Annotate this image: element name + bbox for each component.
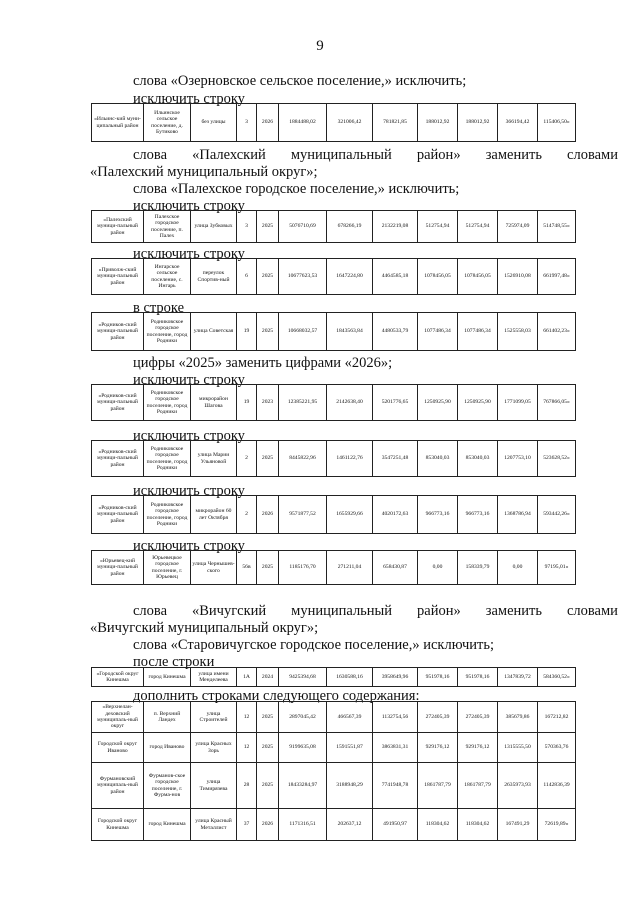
table-cell: 491950,97 <box>373 809 418 841</box>
text-line-justified <box>133 147 618 163</box>
table-cell: 661402,23» <box>538 313 576 351</box>
text-line-justified <box>133 603 618 619</box>
table-cell: «Родников-ский муници-пальный район <box>92 441 144 477</box>
table-cell: 72619,89» <box>538 809 576 841</box>
text-line: «Вичугский муниципальный округ»; <box>90 620 319 636</box>
word: «Вичугский <box>192 603 267 619</box>
text-line: слова «Палехское городское поселение,» исключить; <box>133 181 460 197</box>
word: район» <box>416 147 461 163</box>
word: муниципальный <box>290 147 392 163</box>
table-cell: улица имени Менделеева <box>191 668 237 687</box>
table-cell: Ингарское сельское поселение, с. Ингарь <box>144 259 191 295</box>
table-row <box>92 313 576 351</box>
table-cell: 1368786,94 <box>498 496 538 534</box>
page-number: 9 <box>316 38 324 54</box>
table-cell: 167212,82 <box>538 702 576 733</box>
table-cell: 3 <box>237 104 257 142</box>
table-cell: 4464585,18 <box>373 259 418 295</box>
table-cell: 1861787,79 <box>458 763 498 809</box>
table-cell: улица Советская <box>191 313 237 351</box>
table-cell: 385679,86 <box>498 702 538 733</box>
table-cell: 767866,05» <box>538 385 576 421</box>
table-cell: 514748,55» <box>538 211 576 243</box>
table-cell: 19 <box>237 385 257 421</box>
table-cell: улица Чернышев-ского <box>191 551 237 585</box>
table-cell: 1347839,72 <box>498 668 538 687</box>
table-cell: 1078456,05 <box>458 259 498 295</box>
word: словами <box>566 603 618 619</box>
table-cell: 56в <box>237 551 257 585</box>
table-cell: 28 <box>237 763 257 809</box>
word: слова <box>133 147 168 163</box>
table-row <box>92 809 576 841</box>
table-cell: улица Красных Зорь <box>191 733 237 763</box>
data-table <box>91 550 576 585</box>
table-cell: 158339,79 <box>458 551 498 585</box>
table-cell: 1771099,05 <box>498 385 538 421</box>
table-cell: 781821,85 <box>373 104 418 142</box>
table-cell: Палехское городское поселение, п. Палех <box>144 211 191 243</box>
table-cell: 10677623,53 <box>279 259 327 295</box>
data-table <box>91 384 576 421</box>
table-cell: 2026 <box>257 104 279 142</box>
table-cell: 2024 <box>257 668 279 687</box>
table-cell: 2897045,42 <box>279 702 327 733</box>
table-cell: переулок Спортив-ный <box>191 259 237 295</box>
text-line: исключить строку <box>133 246 245 262</box>
table-cell: 658430,87 <box>373 551 418 585</box>
table-row <box>92 763 576 809</box>
table-cell: 97195,01» <box>538 551 576 585</box>
table-cell: город Иваново <box>144 733 191 763</box>
table-cell: 466567,39 <box>327 702 373 733</box>
table-cell: 1884488,02 <box>279 104 327 142</box>
text-line: дополнить строками следующего содержания: <box>133 688 420 704</box>
data-table <box>91 440 576 477</box>
text-line: слова «Озерновское сельское поселение,» исключить; <box>133 73 467 89</box>
table-cell: 2025 <box>257 313 279 351</box>
table-cell: микрорайон 60 лет Октября <box>191 496 237 534</box>
table-cell: 1А <box>237 668 257 687</box>
table-cell: улица Зубковых <box>191 211 237 243</box>
word: заменить <box>485 147 542 163</box>
table-cell: 2635973,93 <box>498 763 538 809</box>
table-cell: 1315555,50 <box>498 733 538 763</box>
table-cell: 167491,29 <box>498 809 538 841</box>
table-cell: «Родников-ский муници-пальный район <box>92 496 144 534</box>
table-cell: 19 <box>237 313 257 351</box>
table-cell: 2 <box>237 496 257 534</box>
table-cell: 5076710,69 <box>279 211 327 243</box>
table-cell: 188012,92 <box>418 104 458 142</box>
table-cell: 2132219,08 <box>373 211 418 243</box>
table-cell: 7741948,78 <box>373 763 418 809</box>
table-cell: 272405,39 <box>418 702 458 733</box>
table-cell: Городской округ Кинешма <box>92 809 144 841</box>
table-cell: 1142836,39 <box>538 763 576 809</box>
table-cell: 2023 <box>257 385 279 421</box>
table-cell: Родниковское городское поселение, город Родники <box>144 385 191 421</box>
table-cell: «Родников-ский муници-пальный район <box>92 385 144 421</box>
table-cell: 321006,42 <box>327 104 373 142</box>
table-cell: 5201776,65 <box>373 385 418 421</box>
table-cell: 0,00 <box>418 551 458 585</box>
data-table <box>91 103 576 142</box>
table-cell: 1461122,76 <box>327 441 373 477</box>
text-line: исключить строку <box>133 372 245 388</box>
table-cell: 3863831,31 <box>373 733 418 763</box>
text-line: исключить строку <box>133 483 245 499</box>
table-cell: 570363,76 <box>538 733 576 763</box>
data-table <box>91 210 576 243</box>
table-cell: 12 <box>237 702 257 733</box>
table-cell: п. Верхний Ландех <box>144 702 191 733</box>
table-cell: «Родников-ский муници-пальный район <box>92 313 144 351</box>
table-cell: 1630588,16 <box>327 668 373 687</box>
table-cell: 10668032,57 <box>279 313 327 351</box>
table-row <box>92 702 576 733</box>
table-cell: 512754,94 <box>458 211 498 243</box>
table-cell: 2025 <box>257 763 279 809</box>
table-cell: 2026 <box>257 809 279 841</box>
table-cell: 8445822,96 <box>279 441 327 477</box>
table-cell: 1078456,05 <box>418 259 458 295</box>
table-cell: 661997,48» <box>538 259 576 295</box>
table-cell: 853040,03 <box>418 441 458 477</box>
table-cell: 9425394,68 <box>279 668 327 687</box>
table-cell: улица Красный Металлист <box>191 809 237 841</box>
table-cell: 951978,16 <box>418 668 458 687</box>
table-cell: 12 <box>237 733 257 763</box>
table-cell: Городской округ Иваново <box>92 733 144 763</box>
table-cell: микрорайон Шагова <box>191 385 237 421</box>
table-cell: 1077486,34 <box>418 313 458 351</box>
table-cell: 12385221,95 <box>279 385 327 421</box>
text-line: исключить строку <box>133 428 245 444</box>
table-cell: 1250925,90 <box>458 385 498 421</box>
word: район» <box>417 603 461 619</box>
word: слова <box>133 603 168 619</box>
table-row <box>92 104 576 142</box>
table-cell: 115406,50» <box>538 104 576 142</box>
table-cell: улица Тимирязева <box>191 763 237 809</box>
word: «Палехский <box>192 147 266 163</box>
table-cell: 1077486,34 <box>458 313 498 351</box>
data-table <box>91 312 576 351</box>
data-table <box>91 701 576 841</box>
text-line: слова «Старовичугское городское поселение,» исключить; <box>133 637 495 653</box>
table-cell: «Ильинс-кий муни-ципальный район <box>92 104 144 142</box>
table-cell: город Кинешма <box>144 668 191 687</box>
table-cell: 2025 <box>257 702 279 733</box>
table-cell: 929176,12 <box>458 733 498 763</box>
table-cell: улица Строителей <box>191 702 237 733</box>
table-cell: без улицы <box>191 104 237 142</box>
table-cell: Юрьевецкое городское поселение, г. Юрьевец <box>144 551 191 585</box>
table-cell: 853040,03 <box>458 441 498 477</box>
table-cell: улица Марии Ульяновой <box>191 441 237 477</box>
table-row <box>92 211 576 243</box>
table-cell: Фурмановский муниципаль-ный район <box>92 763 144 809</box>
table-cell: «Палехский муници-пальный район <box>92 211 144 243</box>
data-table <box>91 495 576 534</box>
table-cell: 1843563,84 <box>327 313 373 351</box>
table-cell: 584360,52» <box>538 668 576 687</box>
table-cell: 966773,16 <box>418 496 458 534</box>
table-cell: 9571877,52 <box>279 496 327 534</box>
table-cell: 6 <box>237 259 257 295</box>
table-cell: «Городской округ Кинешма <box>92 668 144 687</box>
table-cell: 3 <box>237 211 257 243</box>
text-line: «Палехский муниципальный округ»; <box>90 164 318 180</box>
table-cell: 1647224,80 <box>327 259 373 295</box>
table-cell: 593442,26» <box>538 496 576 534</box>
table-cell: 202637,12 <box>327 809 373 841</box>
table-row <box>92 441 576 477</box>
table-cell: 1526910,08 <box>498 259 538 295</box>
table-cell: 2025 <box>257 211 279 243</box>
word: заменить <box>485 603 542 619</box>
table-cell: 2025 <box>257 441 279 477</box>
table-cell: 725974,09 <box>498 211 538 243</box>
table-cell: 1171316,51 <box>279 809 327 841</box>
table-cell: 271211,04 <box>327 551 373 585</box>
table-cell: 3547251,48 <box>373 441 418 477</box>
table-cell: Родниковское городское поселение, город Родники <box>144 496 191 534</box>
table-cell: Родниковское городское поселение, город Родники <box>144 441 191 477</box>
table-cell: 188012,92 <box>458 104 498 142</box>
table-cell: 3958649,96 <box>373 668 418 687</box>
table-cell: 1591551,87 <box>327 733 373 763</box>
table-cell: 678266,19 <box>327 211 373 243</box>
table-cell: 523628,52» <box>538 441 576 477</box>
table-cell: «Приволж-ский муници-пальный район <box>92 259 144 295</box>
table-cell: 951978,16 <box>458 668 498 687</box>
table-row <box>92 496 576 534</box>
table-cell: 2026 <box>257 496 279 534</box>
table-cell: город Кинешма <box>144 809 191 841</box>
table-cell: 966773,16 <box>458 496 498 534</box>
table-cell: Фурманов-ское городское поселение, г. Фурма-нов <box>144 763 191 809</box>
table-cell: 2025 <box>257 733 279 763</box>
table-cell: 2142638,40 <box>327 385 373 421</box>
table-cell: 1185176,70 <box>279 551 327 585</box>
table-cell: 3188948,29 <box>327 763 373 809</box>
text-line: после строки <box>133 654 215 670</box>
table-cell: 0,00 <box>498 551 538 585</box>
table-row <box>92 385 576 421</box>
table-cell: 2025 <box>257 551 279 585</box>
data-table <box>91 258 576 295</box>
table-cell: 18433284,97 <box>279 763 327 809</box>
table-row <box>92 551 576 585</box>
table-cell: 929176,12 <box>418 733 458 763</box>
table-cell: 512754,94 <box>418 211 458 243</box>
table-cell: 1861787,79 <box>418 763 458 809</box>
table-cell: 37 <box>237 809 257 841</box>
table-cell: 118304,62 <box>458 809 498 841</box>
text-line: цифры «2025» заменить цифрами «2026»; <box>133 355 393 371</box>
table-cell: 118304,62 <box>418 809 458 841</box>
table-cell: 1655929,66 <box>327 496 373 534</box>
text-line: исключить строку <box>133 538 245 554</box>
table-row <box>92 733 576 763</box>
table-cell: 1250925,90 <box>418 385 458 421</box>
table-row <box>92 668 576 687</box>
word: муниципальный <box>291 603 393 619</box>
text-line: в строке <box>133 300 185 316</box>
word: словами <box>567 147 618 163</box>
table-cell: Родниковское городское поселение, город Родники <box>144 313 191 351</box>
table-cell: Ильинское сельское поселение, д. Бутиково <box>144 104 191 142</box>
table-cell: 4020172,63 <box>373 496 418 534</box>
table-cell: 272405,39 <box>458 702 498 733</box>
table-cell: 366194,42 <box>498 104 538 142</box>
table-cell: 2 <box>237 441 257 477</box>
table-cell: 1132754,56 <box>373 702 418 733</box>
table-cell: 9199635,08 <box>279 733 327 763</box>
table-cell: 1525558,03 <box>498 313 538 351</box>
table-cell: «Юрьевец-кий муници-пальный район <box>92 551 144 585</box>
text-line: исключить строку <box>133 91 245 107</box>
table-cell: «Верхнелан-деховский муниципаль-ный округ <box>92 702 144 733</box>
table-row <box>92 259 576 295</box>
table-cell: 2025 <box>257 259 279 295</box>
data-table <box>91 667 576 687</box>
table-cell: 4480533,79 <box>373 313 418 351</box>
table-cell: 1207753,10 <box>498 441 538 477</box>
text-line: исключить строку <box>133 198 245 214</box>
